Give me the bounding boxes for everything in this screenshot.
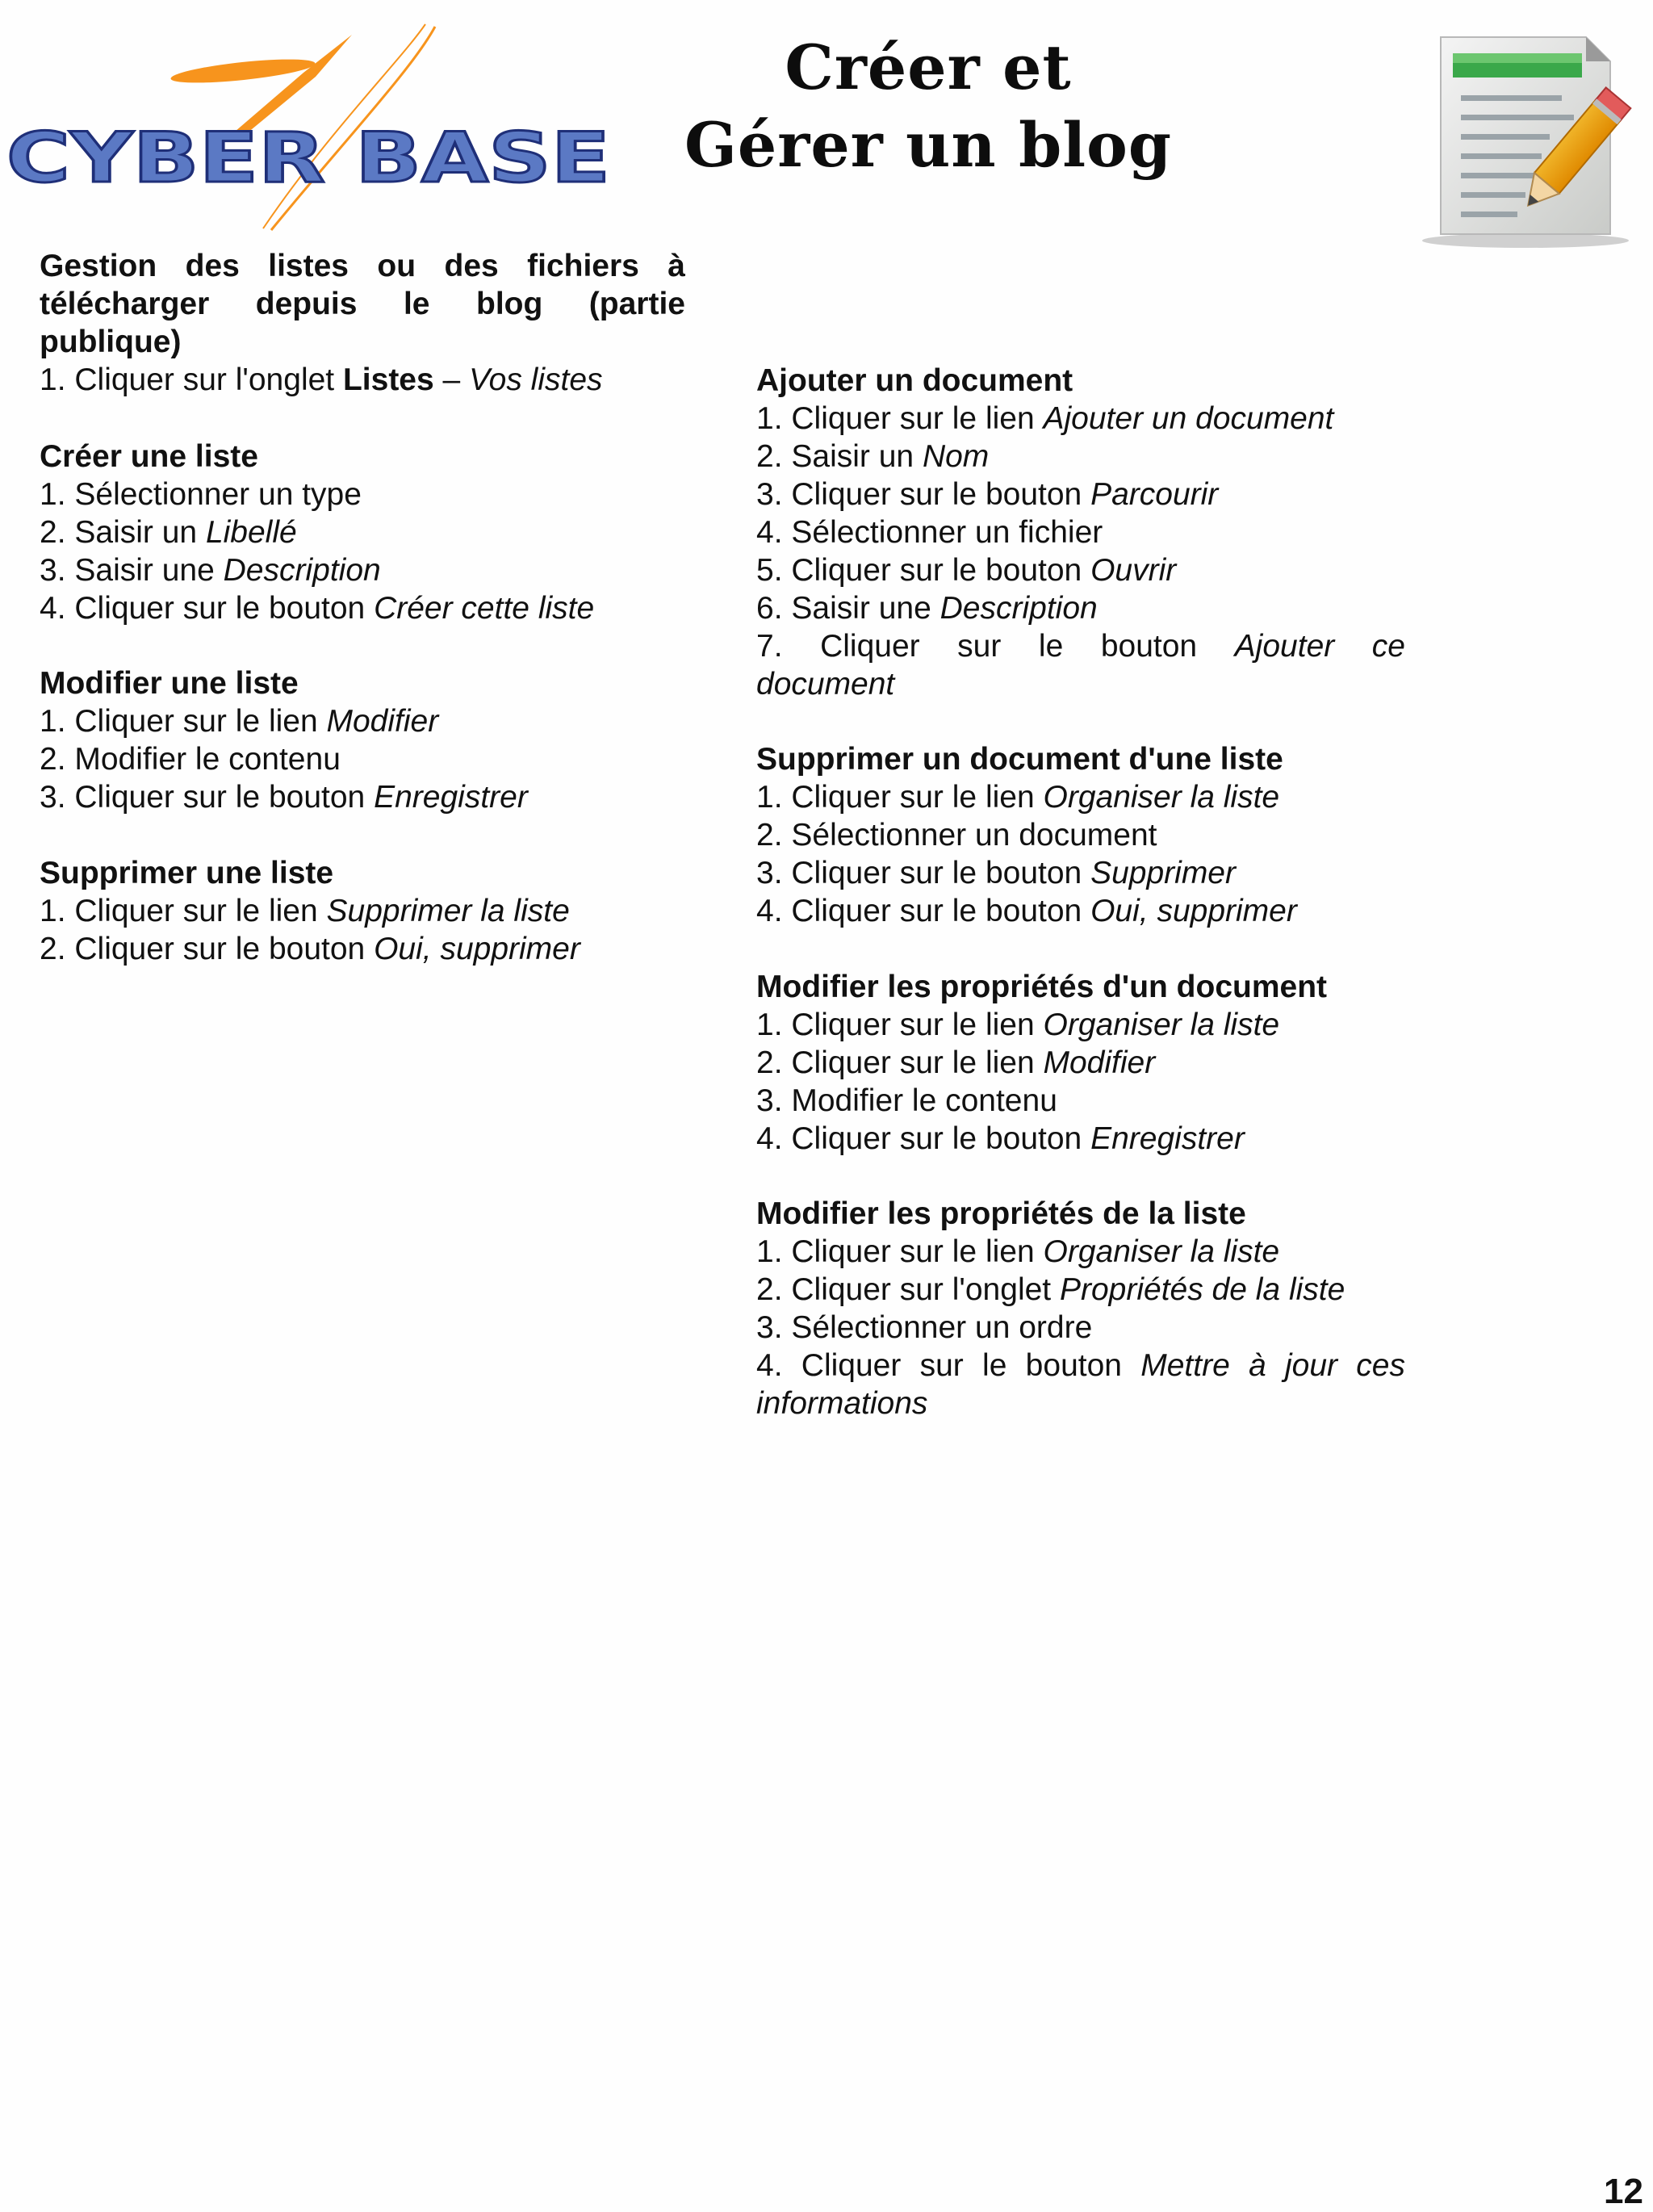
step-item: 3. Sélectionner un ordre [756, 1310, 1093, 1345]
intro-step: 1. Cliquer sur l'onglet Listes – Vos listes [40, 362, 603, 397]
add-document-section [756, 362, 1405, 703]
step-item: 2. Saisir un Nom [756, 439, 990, 474]
step-item: 2. Modifier le contenu [40, 742, 341, 777]
step-item: 3. Saisir une Description [40, 553, 381, 588]
step-item: 1. Cliquer sur le lien Organiser la liste [756, 1234, 1280, 1269]
title-line-1: Créer et [785, 31, 1072, 103]
step-item: 2. Cliquer sur le lien Modifier [756, 1045, 1156, 1080]
step-item: 2. Sélectionner un document [756, 818, 1157, 853]
section-heading: Supprimer un document d'une liste [756, 742, 1283, 777]
page-number: 12 [1604, 2172, 1643, 2211]
intro-heading-line-3: publique) [40, 325, 182, 359]
step-item: 1. Cliquer sur le lien Modifier [40, 704, 439, 739]
section-heading: Supprimer une liste [40, 856, 334, 890]
step-item: 1. Cliquer sur le lien Ajouter un document [756, 401, 1334, 436]
modify-list-section [40, 664, 685, 816]
step-item: 1. Cliquer sur le lien Organiser la liste [756, 780, 1280, 815]
section-heading: Créer une liste [40, 439, 258, 474]
delete-document-section [756, 740, 1405, 930]
section-heading: Modifier les propriétés de la liste [756, 1196, 1246, 1231]
step-item: 2. Saisir un Libellé [40, 515, 297, 550]
step-item: 4. Sélectionner un fichier [756, 515, 1103, 550]
step-item: 3. Modifier le contenu [756, 1083, 1057, 1118]
document-pencil-icon [1412, 32, 1638, 254]
step-item: 5. Cliquer sur le bouton Ouvrir [756, 553, 1177, 588]
step-item: 1. Cliquer sur le lien Supprimer la liste [40, 894, 570, 928]
svg-text:CYBER BASE: CYBER BASE [6, 118, 610, 199]
step-item: 3. Cliquer sur le bouton Enregistrer [40, 780, 528, 815]
step-item: 4. Cliquer sur le bouton Enregistrer [756, 1121, 1245, 1156]
delete-list-section [40, 854, 685, 968]
step-item: 4. Cliquer sur le bouton Oui, supprimer [756, 894, 1297, 928]
step-item: 2. Cliquer sur le bouton Oui, supprimer [40, 932, 580, 966]
list-properties-section [756, 1195, 1405, 1422]
create-list-section [40, 438, 685, 627]
step-item-continued: document [756, 667, 895, 702]
title-line-2: Gérer un blog [684, 109, 1172, 181]
step-item: 7. Cliquer sur le bouton Ajouter ce [756, 629, 1405, 664]
step-item: 1. Sélectionner un type [40, 477, 362, 512]
step-item: 6. Saisir une Description [756, 591, 1098, 626]
document-properties-section [756, 968, 1405, 1158]
step-item: 1. Cliquer sur le lien Organiser la liste [756, 1008, 1280, 1042]
step-item: 2. Cliquer sur l'onglet Propriétés de la liste [756, 1272, 1345, 1307]
step-item: 3. Cliquer sur le bouton Supprimer [756, 856, 1236, 890]
step-item: 4. Cliquer sur le bouton Mettre à jour ces [756, 1348, 1405, 1383]
section-heading: Modifier une liste [40, 666, 299, 701]
intro-section [40, 247, 685, 399]
intro-heading-line-2: télécharger depuis le blog (partie [40, 287, 685, 321]
section-heading: Modifier les propriétés d'un document [756, 970, 1328, 1004]
step-item: 3. Cliquer sur le bouton Parcourir [756, 477, 1219, 512]
step-item: 4. Cliquer sur le bouton Créer cette liste [40, 591, 595, 626]
intro-heading-line-1: Gestion des listes ou des fichiers à [40, 249, 685, 283]
section-heading: Ajouter un document [756, 363, 1073, 398]
step-item-continued: informations [756, 1386, 928, 1421]
page-title [630, 29, 1227, 184]
cyber-base-logo [5, 12, 618, 234]
